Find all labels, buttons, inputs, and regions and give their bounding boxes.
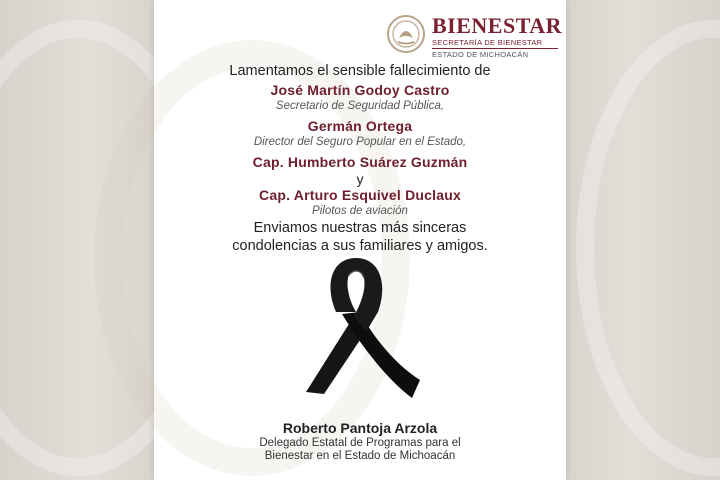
brand-name: BIENESTAR — [432, 13, 563, 38]
condolence-card — [154, 0, 566, 480]
person-role: Director del Seguro Popular en el Estado, — [253, 136, 467, 148]
signer-title-line-1: Delegado Estatal de Programas para el — [259, 437, 461, 449]
brand-divider — [432, 48, 558, 49]
condolence-line-2: condolencias a sus familiares y amigos. — [232, 238, 488, 254]
signer-title-line-2: Bienestar en el Estado de Michoacán — [264, 450, 456, 462]
brand-state: ESTADO DE MICHOACÁN — [432, 50, 529, 59]
person-name: José Martín Godoy Castro — [270, 82, 450, 98]
brand-subtitle: SECRETARÍA DE BIENESTAR — [432, 38, 543, 47]
signer-name: Roberto Pantoja Arzola — [282, 420, 438, 436]
person-name: Germán Ortega — [307, 118, 413, 134]
background-seal-watermark-right — [576, 20, 720, 476]
bienestar-logo — [386, 13, 566, 59]
background-right-panel — [566, 0, 720, 480]
conjunction: y — [356, 171, 364, 187]
mexican-eagle-seal-icon — [386, 14, 426, 54]
condolence-message — [154, 62, 566, 254]
condolence-line-1: Enviamos nuestras más sinceras — [253, 220, 467, 236]
lead-line: Lamentamos el sensible fallecimiento de — [229, 63, 491, 79]
person-role: Secretario de Seguridad Pública, — [275, 100, 445, 112]
person-name: Cap. Arturo Esquivel Duclaux — [259, 187, 461, 203]
person-role: Pilotos de aviación — [312, 205, 408, 217]
black-mourning-ribbon-icon — [284, 254, 434, 404]
person-name: Cap. Humberto Suárez Guzmán — [252, 154, 468, 170]
signature-block — [154, 420, 566, 463]
